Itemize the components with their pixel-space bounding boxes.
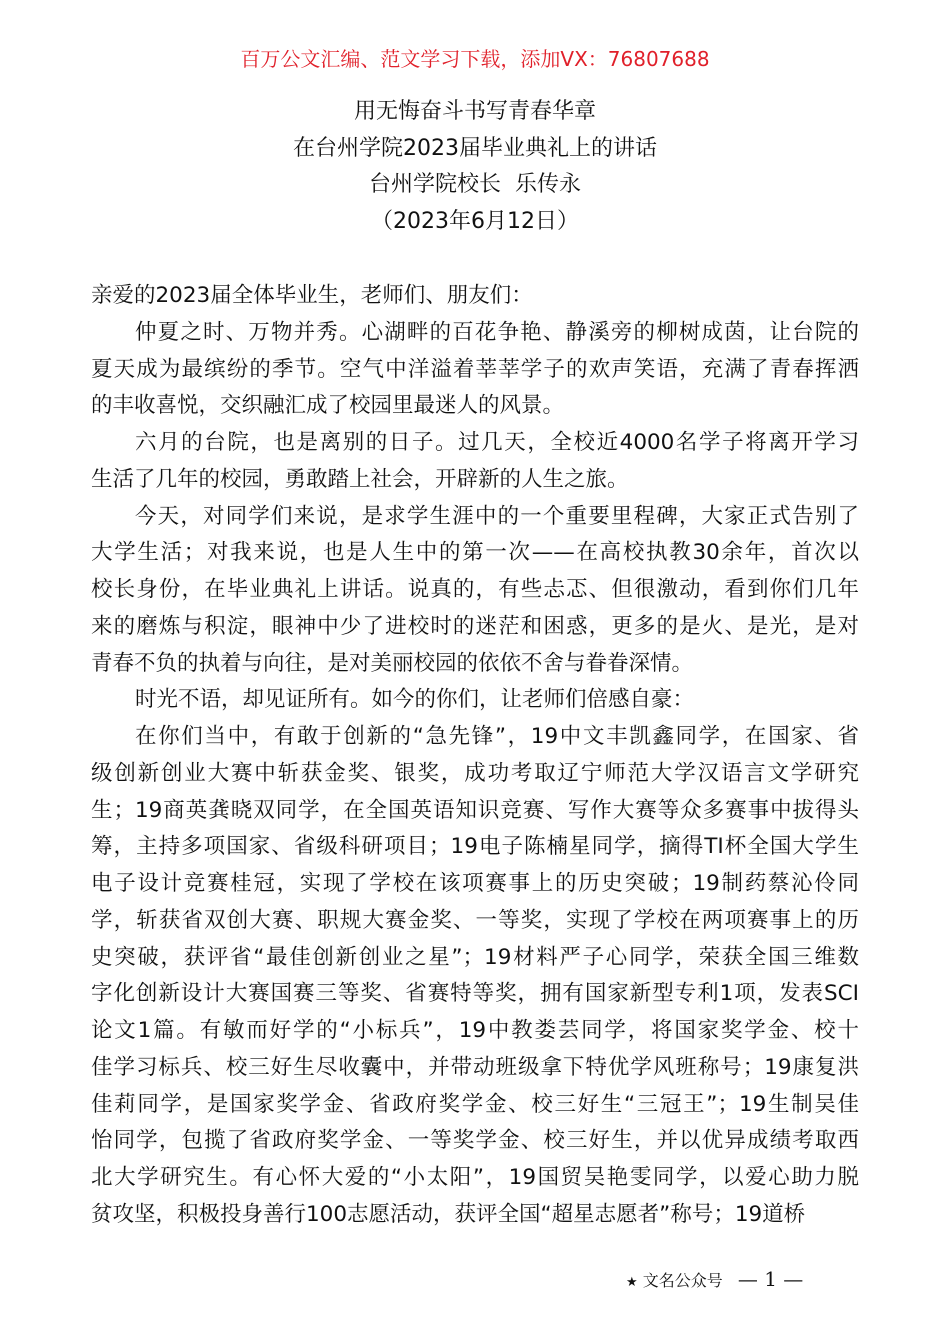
- text-line: 学，斩获省双创大赛、职规大赛金奖、一等奖，实现了学校在两项赛事上的历: [91, 907, 859, 933]
- text-line: 的丰收喜悦，交织融汇成了校园里最迷人的风景。: [91, 393, 565, 419]
- text-line: 夏天成为最缤纷的季节。空气中洋溢着莘莘学子的欢声笑语，充满了青春挥洒: [91, 356, 859, 382]
- text-line: 生；19商英龚晓双同学，在全国英语知识竞赛、写作大赛等众多赛事中拔得头: [91, 797, 859, 823]
- watermark-banner: 百万公文汇编、范文学习下载，添加VX：76807688: [240, 47, 710, 71]
- text-line: 佳学习标兵、校三好生尽收囊中，并带动班级拿下特优学风班称号；19康复洪: [91, 1054, 859, 1080]
- document-body: [91, 278, 859, 1234]
- text-line: 六月的台院，也是离别的日子。过几天，全校近4000名学子将离开学习: [135, 430, 859, 455]
- text-line: 字化创新设计大赛国赛三等奖、省赛特等奖，拥有国家新型专利1项，发表SCI: [91, 981, 859, 1007]
- document-title: 用无悔奋斗书写青春华章: [353, 99, 596, 124]
- text-line: 筹，主持多项国家、省级科研项目；19电子陈楠星同学，摘得TI杯全国大学生: [91, 834, 859, 860]
- text-line: 校长身份，在毕业典礼上讲话。说真的，有些忐忑、但很激动，看到你们几年: [91, 577, 859, 602]
- text-line: 大学生活；对我来说，也是人生中的第一次——在高校执教30余年，首次以: [91, 540, 859, 566]
- paragraph: [91, 425, 859, 499]
- paragraph: [91, 499, 859, 683]
- text-line: 亲爱的2023届全体毕业生，老师们、朋友们：: [91, 283, 533, 308]
- star-icon: ★: [626, 1275, 638, 1290]
- text-line: 论文1篇。有敏而好学的“小标兵”，19中教娄芸同学，将国家奖学金、校十: [91, 1018, 859, 1043]
- paragraph: [91, 278, 859, 315]
- text-line: 生活了几年的校园，勇敢踏上社会，开辟新的人生之旅。: [91, 466, 629, 492]
- text-line: 北大学研究生。有心怀大爱的“小太阳”，19国贸吴艳雯同学，以爱心助力脱: [91, 1165, 859, 1190]
- text-line: 史突破，获评省“最佳创新创业之星”；19材料严子心同学，荣获全国三维数: [91, 944, 859, 970]
- page-number: — 1 —: [737, 1267, 804, 1291]
- page-footer: [626, 1266, 803, 1296]
- paragraph: [91, 682, 859, 719]
- document-author: 台州学院校长 乐传永: [369, 172, 581, 197]
- document-header: [0, 94, 950, 240]
- text-line: 怡同学，包揽了省政府奖学金、一等奖学金、校三好生，并以优异成绩考取西: [91, 1128, 859, 1154]
- text-line: 时光不语，却见证所有。如今的你们，让老师们倍感自豪：: [135, 687, 695, 713]
- document-subtitle: 在台州学院2023届毕业典礼上的讲话: [293, 135, 657, 161]
- text-line: 仲夏之时、万物并秀。心湖畔的百花争艳、静溪旁的柳树成茵，让台院的: [135, 319, 859, 345]
- text-line: 佳莉同学，是国家奖学金、省政府奖学金、校三好生“三冠王”；19生制吴佳: [91, 1091, 859, 1117]
- text-line: 电子设计竞赛桂冠，实现了学校在该项赛事上的历史突破；19制药蔡沁伶同: [91, 871, 859, 896]
- text-line: 来的磨炼与积淀，眼神中少了进校时的迷茫和困惑，更多的是火、是光，是对: [91, 613, 859, 639]
- text-line: 级创新创业大赛中斩获金奖、银奖，成功考取辽宁师范大学汉语言文学研究: [91, 760, 859, 786]
- paragraph: [91, 719, 859, 1234]
- document-date: （2023年6月12日）: [371, 208, 579, 234]
- text-line: 贫攻坚，积极投身善行100志愿活动，获评全国“超星志愿者”称号；19道桥: [91, 1201, 806, 1227]
- paragraph: [91, 315, 859, 425]
- text-line: 青春不负的执着与向往，是对美丽校园的依依不舍与眷眷深情。: [91, 650, 694, 676]
- text-line: 今天，对同学们来说，是求学生涯中的一个重要里程碑，大家正式告别了: [135, 503, 859, 529]
- text-line: 在你们当中，有敢于创新的“急先锋”，19中文丰凯鑫同学，在国家、省: [135, 724, 859, 749]
- footer-source: 文名公众号: [642, 1271, 723, 1290]
